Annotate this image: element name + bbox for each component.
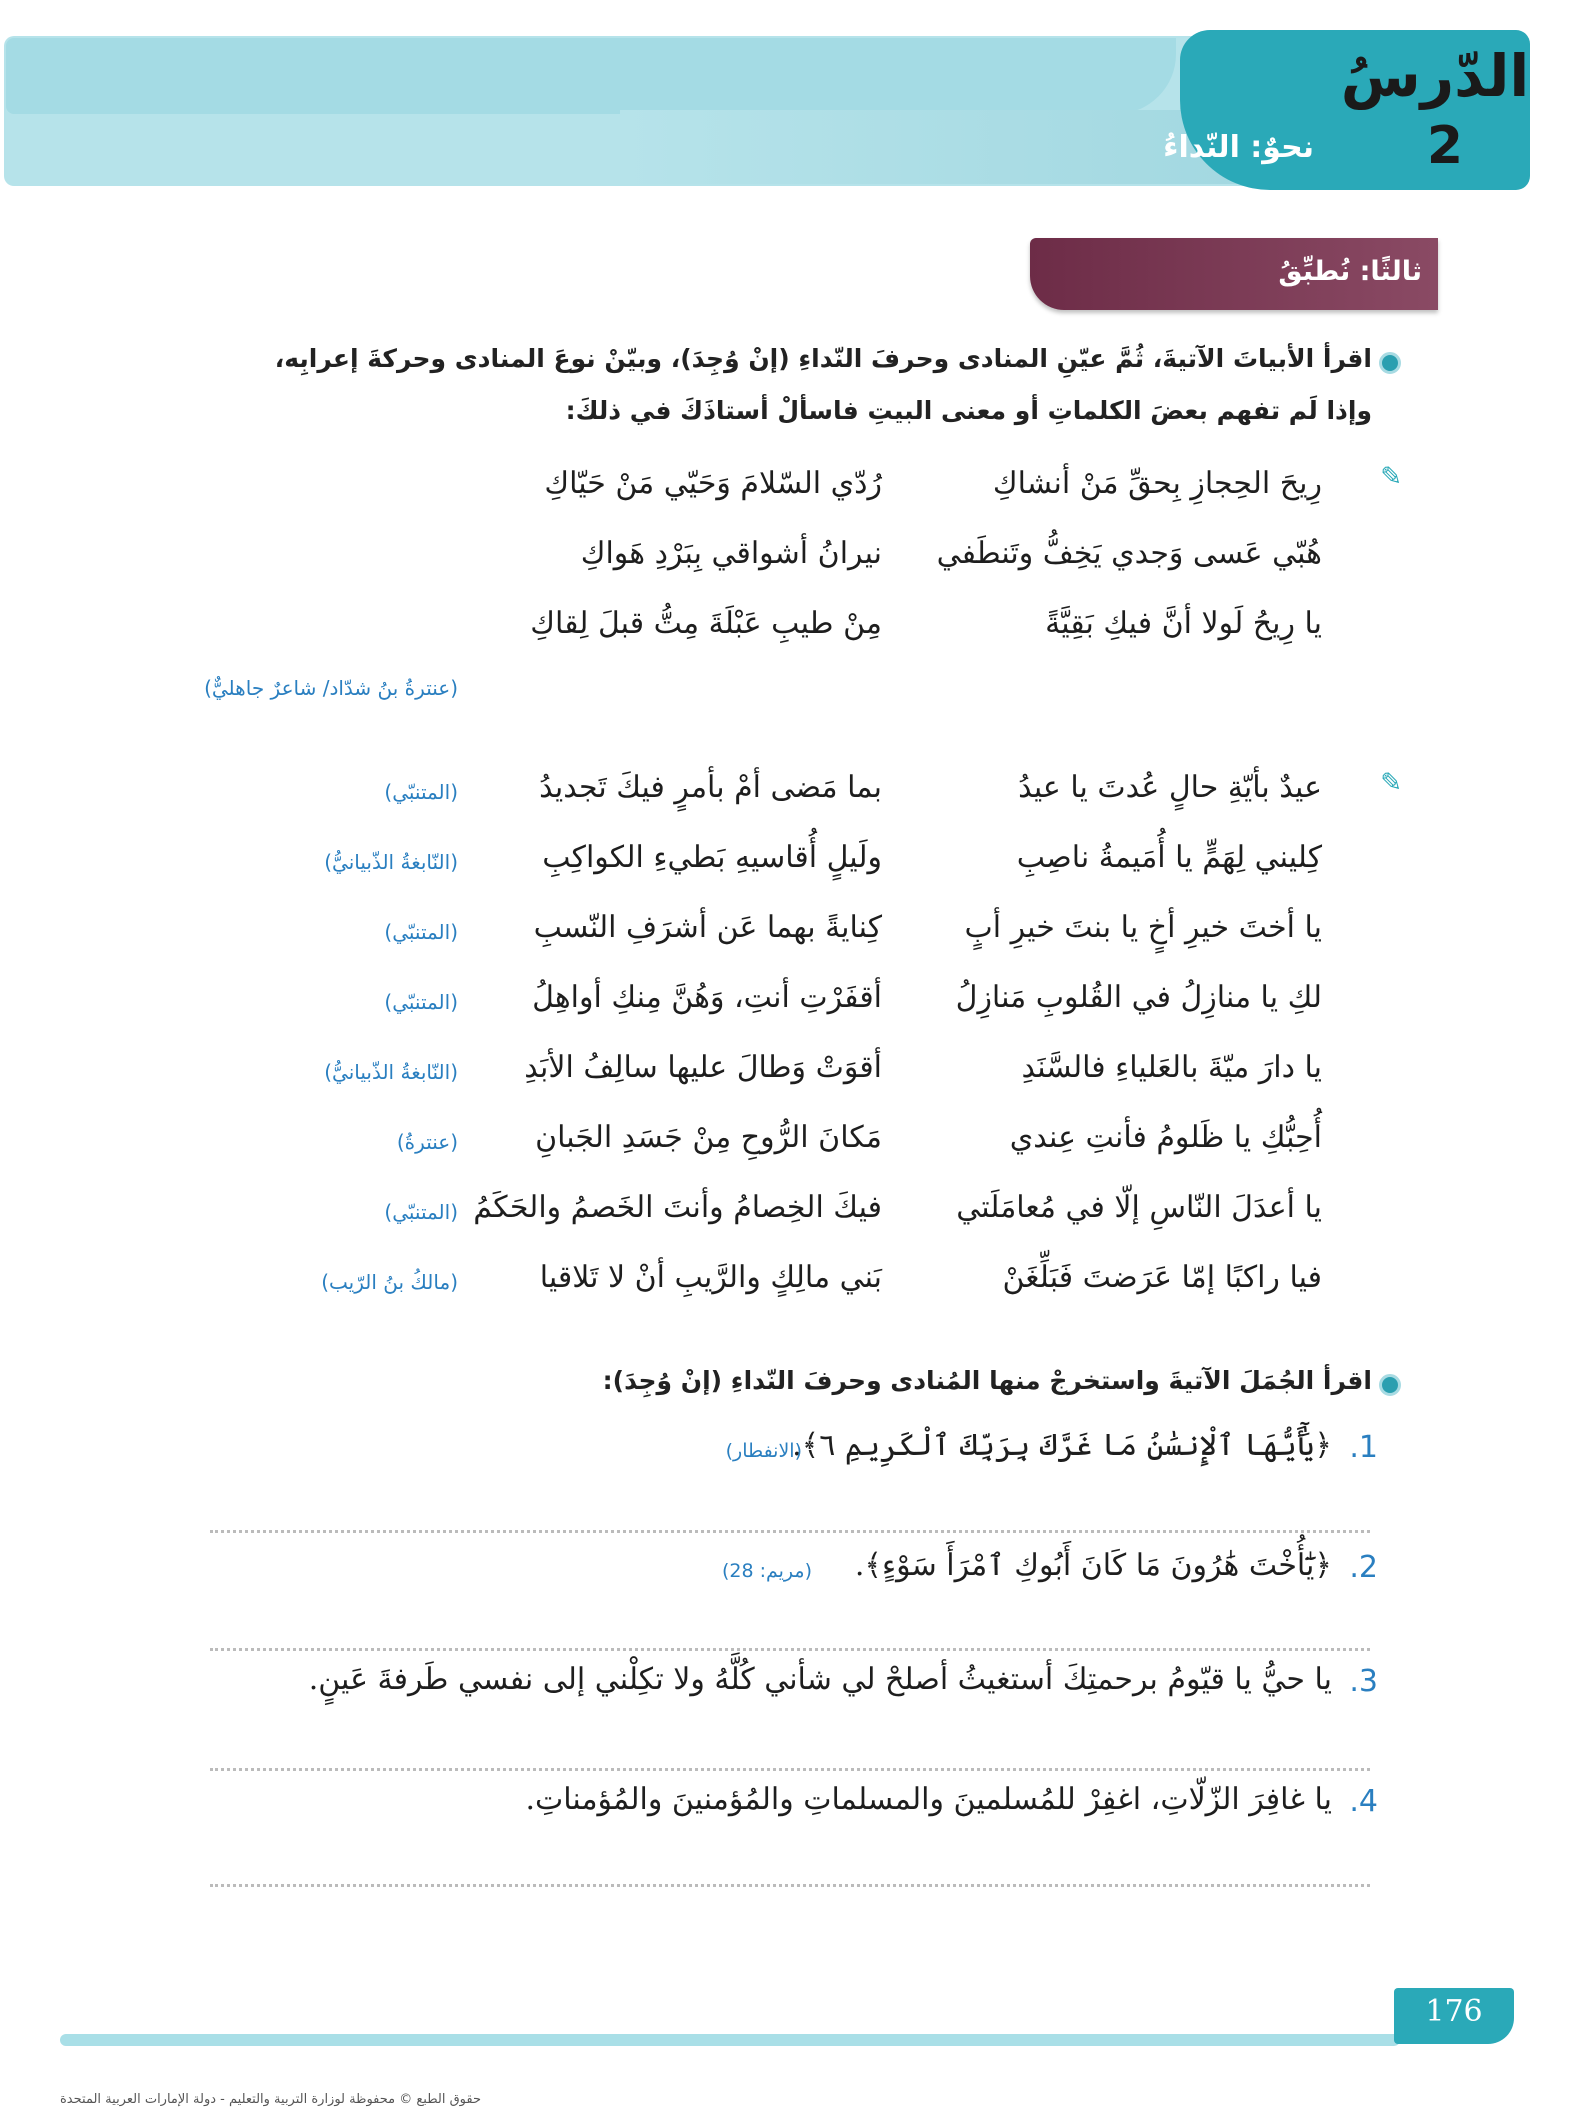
question-source: (مريم: 28)	[721, 1560, 812, 1582]
verse-right-hemistich: لكِ يا منازِلُ في القُلوبِ مَنازِلُ	[955, 980, 1322, 1015]
verse-marker-icon: ✎	[1380, 462, 1402, 492]
poet-attribution: (المتنبّي)	[384, 1200, 458, 1224]
poet-attribution: (مالكُ بنُ الرّيب)	[321, 1270, 458, 1294]
question-text: ﴿يَٰٓأُخْتَ هَٰرُونَ مَا كَانَ أَبُوكِ ٱمْرَأَ سَوْءٍ﴾.	[854, 1548, 1332, 1583]
poet-attribution: (المتنبّي)	[384, 780, 458, 804]
verse-right-hemistich: رِيحَ الحِجازِ بِحقِّ مَنْ أنشاكِ	[992, 466, 1322, 501]
verse-left-hemistich: أقفَرْتِ أنتِ، وَهُنَّ مِنكِ أواهِلُ	[532, 980, 882, 1015]
verse-right-hemistich: هُبّي عَسى وَجدي يَخِفُّ وتَنطَفي	[936, 536, 1322, 571]
answer-line[interactable]	[210, 1884, 1370, 1887]
copyright-notice: حقوق الطبع © محفوظة لوزارة التربية والتعليم - دولة الإمارات العربية المتحدة	[60, 2092, 482, 2107]
verse-right-hemistich: عيدٌ بأيّةِ حالٍ عُدتَ يا عيدُ	[1018, 770, 1322, 805]
answer-line[interactable]	[210, 1530, 1370, 1533]
verse-right-hemistich: يا دارَ ميّةَ بالعَلياءِ فالسَّنَدِ	[1021, 1050, 1322, 1085]
verse-left-hemistich: بما مَضى أمْ بأمرٍ فيكَ تَجديدُ	[539, 770, 882, 805]
poet-attribution: (عنترةُ)	[396, 1130, 458, 1154]
verse-right-hemistich: فيا راكبًا إمّا عَرَضتَ فَبَلِّغَنْ	[1002, 1260, 1322, 1295]
answer-line[interactable]	[210, 1768, 1370, 1771]
verse-left-hemistich: فيكَ الخِصامُ وأنتَ الخَصمُ والحَكَمُ	[473, 1190, 882, 1225]
poet-attribution: (النّابغةُ الذّبيانيُّ)	[324, 1060, 458, 1084]
verse-right-hemistich: يا أعدَلَ النّاسِ إلّا في مُعامَلَتي	[956, 1190, 1322, 1225]
verse-left-hemistich: ولَيلٍ أُقاسيهِ بَطيءِ الكواكِبِ	[542, 840, 882, 875]
verse-right-hemistich: يا أختَ خيرِ أخٍ يا بنتَ خيرِ أبٍ	[964, 910, 1322, 945]
question-text: يا غافِرَ الزّلّاتِ، اغفِرْ للمُسلمينَ والمسلماتِ والمُؤمنينَ والمُؤمناتِ.	[525, 1782, 1332, 1817]
page-number: 176	[1425, 1994, 1483, 2029]
poet-attribution: (النّابغةُ الذّبيانيُّ)	[324, 850, 458, 874]
poet-attribution: (المتنبّي)	[384, 920, 458, 944]
question-number: 1.	[1349, 1430, 1378, 1465]
poet-attribution: (المتنبّي)	[384, 990, 458, 1014]
verse-left-hemistich: كِنايةً بهما عَن أشرَفِ النّسبِ	[533, 910, 882, 945]
question-text: يا حيُّ يا قيّومُ برحمتِكَ أستغيثُ أصلحْ لي شأني كُلَّهُ ولا تكِلْني إلى نفسي طَرفةَ عَينٍ.	[308, 1662, 1332, 1697]
footer-line	[60, 2034, 1400, 2046]
question-source: (الانفطار)	[725, 1440, 802, 1462]
question-text: ﴿يَٰٓأَيُّهَا ٱلْإِنسَٰنُ مَا غَرَّكَ بِرَبِّكَ ٱلْكَرِيمِ ٦﴾.	[792, 1428, 1332, 1463]
exercise2-instruction: اقرأ الجُمَلَ الآتيةَ واستخرجْ منها المُنادى وحرفَ النّداءِ (إنْ وُجِدَ):	[602, 1366, 1372, 1395]
verse-left-hemistich: رُدّي السّلامَ وَحَيّي مَنْ حَيّاكِ	[544, 466, 882, 501]
lesson-subtitle: نحوٌ: النّداءُ	[1163, 130, 1314, 165]
section-title: ثالثًا: نُطبِّقُ	[1278, 256, 1422, 287]
question-number: 2.	[1349, 1550, 1378, 1585]
verse-left-hemistich: مَكانَ الرُّوحِ مِنْ جَسَدِ الجَبانِ	[535, 1120, 882, 1155]
verse-right-hemistich: يا رِيحُ لَولا أنَّ فيكِ بَقِيَّةً	[1045, 606, 1322, 641]
exercise1-instruction-line2: وإذا لَم تفهم بعضَ الكلماتِ أو معنى البيتِ فاسألْ أستاذَكَ في ذلكَ:	[565, 396, 1372, 425]
lesson-label: الدّرسُ	[1340, 42, 1530, 110]
verse-marker-icon: ✎	[1380, 768, 1402, 798]
poet-attribution: (عنترةُ بنُ شدّاد/ شاعرٌ جاهليٌّ)	[204, 676, 458, 700]
exercise1-instruction-line1: اقرأ الأبياتَ الآتيةَ، ثُمَّ عيّنِ المنادى وحرفَ النّداءِ (إنْ وُجِدَ)، وبيّنْ نوعَ المنادى وحركةَ إعرابِه،	[274, 344, 1372, 373]
verse-left-hemistich: أقوَتْ وَطالَ عليها سالِفُ الأبَدِ	[524, 1050, 882, 1085]
bullet-icon	[1379, 352, 1401, 374]
verse-left-hemistich: بَني مالِكٍ والرَّيبِ أنْ لا تَلاقيا	[539, 1260, 882, 1295]
verse-left-hemistich: مِنْ طيبِ عَبْلَةَ مِتُّ قبلَ لِقاكِ	[530, 606, 882, 641]
question-number: 4.	[1349, 1784, 1378, 1819]
verse-left-hemistich: نيرانُ أشواقي بِبَرْدِ هَواكِ	[580, 536, 882, 571]
lesson-number: 2	[1426, 116, 1464, 176]
question-number: 3.	[1349, 1664, 1378, 1699]
header-banner-top-stripe	[6, 38, 1176, 114]
bullet-icon	[1379, 1374, 1401, 1396]
verse-right-hemistich: كِليني لِهَمٍّ يا أُمَيمةُ ناصِبِ	[1016, 840, 1322, 875]
verse-right-hemistich: أُحِبُّكِ يا ظَلومُ فأنتِ عِندي	[1009, 1120, 1322, 1155]
answer-line[interactable]	[210, 1648, 1370, 1651]
